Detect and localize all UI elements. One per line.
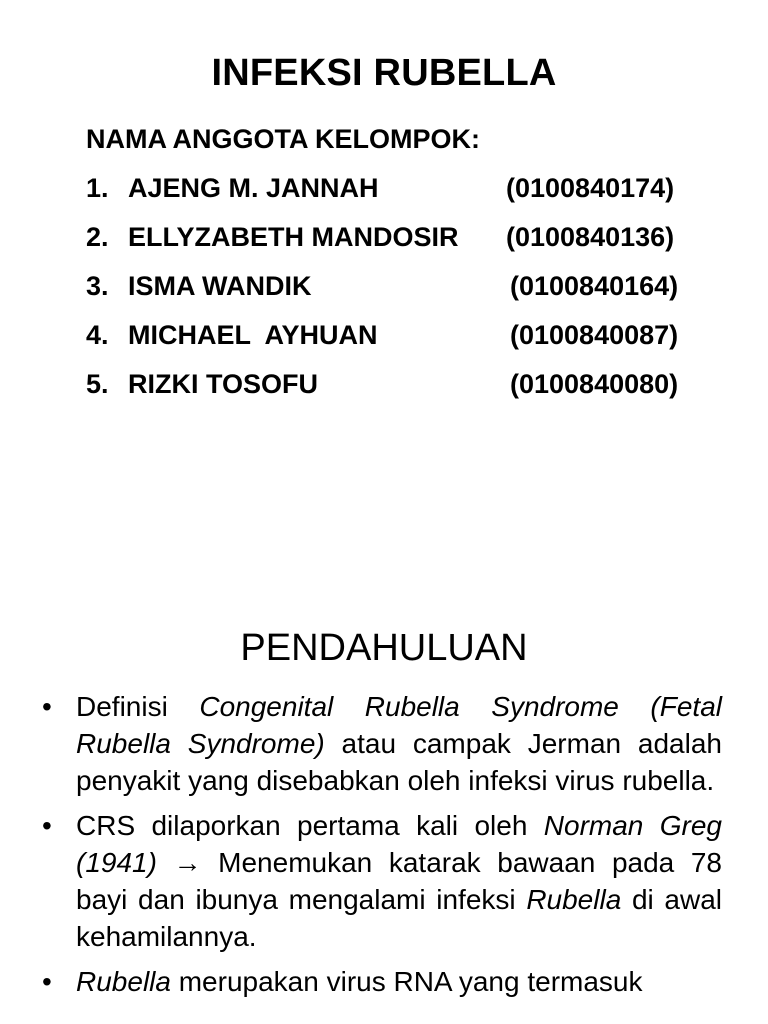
member-row xyxy=(86,369,726,409)
member-id: (0100840174) xyxy=(506,173,675,203)
member-id: (0100840164) xyxy=(510,271,679,301)
members-heading: NAMA ANGGOTA KELOMPOK: xyxy=(86,124,480,154)
bullet-text xyxy=(76,807,722,955)
slide-title-heading: INFEKSI RUBELLA xyxy=(211,52,557,94)
member-row xyxy=(86,320,726,360)
member-number: 5. xyxy=(86,369,109,399)
member-row xyxy=(86,222,726,262)
member-number: 4. xyxy=(86,320,109,350)
bullet-text-part: Definisi xyxy=(76,691,200,722)
bullet-item xyxy=(42,963,722,1000)
bullet-dot: • xyxy=(42,810,52,841)
member-name: ISMA WANDIK xyxy=(128,271,312,301)
bullet-text-part: atau campak Jerman adalah penyakit yang disebabkan oleh infeksi virus rubella. xyxy=(76,728,722,796)
bullet-text-part: → Menemukan katarak bawaan pada 78 bayi dan ibunya mengalami infeksi xyxy=(76,847,722,915)
member-name: RIZKI TOSOFU xyxy=(128,369,319,399)
member-name: ELLYZABETH MANDOSIR xyxy=(128,222,459,252)
bullet-text-part: di awal kehamilannya. xyxy=(76,884,723,952)
bullet-text-part-italic: Congenital Rubella Syndrome (Fetal Rubella Syndrome) xyxy=(76,691,722,759)
member-id: (0100840080) xyxy=(510,369,679,399)
introduction-heading: PENDAHULUAN xyxy=(240,627,528,669)
member-name: MICHAEL AYHUAN xyxy=(128,320,378,350)
member-id: (0100840087) xyxy=(510,320,679,350)
bullet-text-part: CRS dilaporkan pertama kali oleh xyxy=(76,810,544,841)
bullet-text-part-italic: Rubella xyxy=(76,966,171,997)
member-number: 2. xyxy=(86,222,109,252)
bullet-text xyxy=(76,688,722,799)
bullet-text-part: merupakan virus RNA yang termasuk xyxy=(170,966,643,997)
member-name: AJENG M. JANNAH xyxy=(128,173,379,203)
member-row xyxy=(86,271,726,311)
bullet-list xyxy=(42,688,722,1008)
slide-introduction xyxy=(0,512,768,1024)
bullet-text xyxy=(76,963,722,1000)
member-number: 1. xyxy=(86,173,109,203)
bullet-text-part-italic: Rubella xyxy=(526,884,622,915)
bullet-text-part-italic: Norman Greg (1941) xyxy=(76,810,722,878)
member-number: 3. xyxy=(86,271,109,301)
bullet-dot: • xyxy=(42,966,52,997)
bullet-dot: • xyxy=(42,691,52,722)
member-id: (0100840136) xyxy=(506,222,675,252)
member-row xyxy=(86,173,726,213)
bullet-item xyxy=(42,807,722,955)
bullet-item xyxy=(42,688,722,799)
